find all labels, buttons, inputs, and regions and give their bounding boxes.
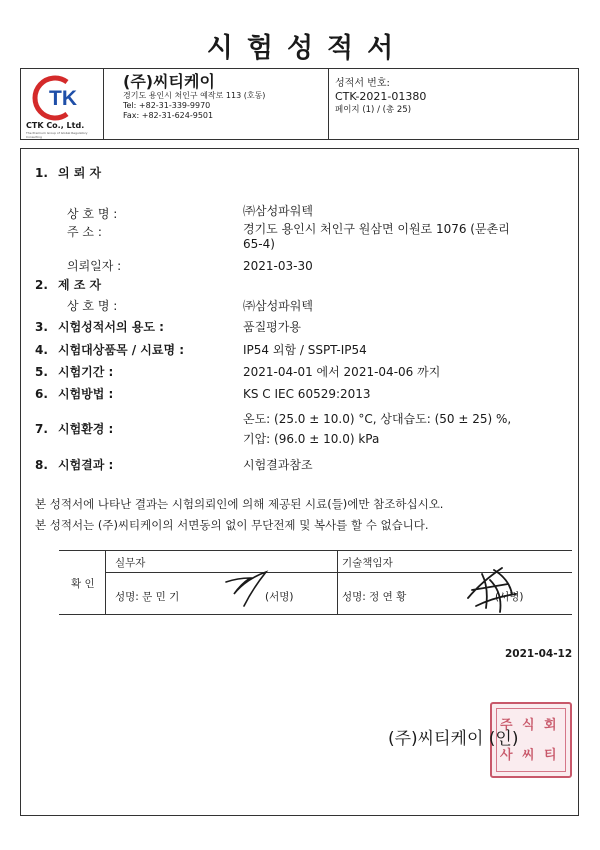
report-number-label: 성적서 번호:: [335, 78, 390, 89]
header-box: [20, 68, 579, 140]
section-3-number: 3.: [35, 320, 48, 334]
issue-date: 2021-04-12: [505, 648, 573, 660]
section-6-number: 6.: [35, 387, 48, 401]
manufacturer-company-value: ㈜삼성파워텍: [243, 299, 313, 313]
section-5-value: 2021-04-01 에서 2021-04-06 까지: [243, 365, 441, 379]
company-fax: Fax: +82-31-624-9501: [123, 111, 214, 120]
section-4-number: 4.: [35, 343, 48, 357]
issuer-name: (주)씨티케이 (인): [388, 729, 519, 749]
staff-signature-icon: [222, 560, 290, 612]
seal-glyph-1: 주: [500, 718, 513, 733]
section-8-number: 8.: [35, 458, 48, 472]
requester-company-label: 상 호 명 :: [67, 207, 118, 221]
svg-text:TK: TK: [49, 87, 77, 110]
seal-glyph-6: 티: [544, 748, 557, 763]
page-indicator: 페이지 (1) / (총 25): [335, 105, 412, 115]
request-date-value: 2021-03-30: [243, 259, 313, 273]
section-6-label: 시험방법 :: [58, 387, 114, 401]
requester-company-value: ㈜삼성파워텍: [243, 204, 313, 218]
seal-glyph-2: 식: [522, 718, 535, 733]
staff-header: 실무자: [115, 557, 146, 569]
company-logo: [21, 69, 104, 139]
section-5-number: 5.: [35, 365, 48, 379]
tech-signature-icon: [460, 560, 524, 622]
section-4-label: 시험대상품목 / 시료명 :: [58, 343, 185, 357]
tech-sign-label: (서명): [495, 591, 524, 603]
section-1-number: 1.: [35, 166, 48, 180]
section-3-value: 품질평가용: [243, 320, 301, 334]
staff-name: 성명: 문 민 기: [115, 591, 180, 603]
tech-header: 기술책임자: [342, 557, 393, 569]
seal-glyph-3: 회: [544, 718, 557, 733]
seal-glyph-5: 씨: [522, 748, 535, 763]
section-7-number: 7.: [35, 422, 48, 436]
requester-address-line2: 65-4): [243, 237, 275, 251]
seal-glyph-4: 사: [500, 748, 513, 763]
notice-line-1: 본 성적서에 나타난 결과는 시험의뢰인에 의해 제공된 시료(들)에만 참조하십시오.: [35, 497, 444, 511]
company-name: (주)씨티케이: [123, 72, 215, 91]
document-title: 시험성적서: [206, 33, 408, 64]
report-number: CTK-2021-01380: [335, 90, 427, 103]
section-2-number: 2.: [35, 278, 48, 292]
report-info: [329, 69, 578, 139]
section-8-value: 시험결과참조: [243, 458, 313, 472]
section-7-value-line1: 온도: (25.0 ± 10.0) °C, 상대습도: (50 ± 25) %,: [243, 412, 512, 426]
company-info: [104, 69, 329, 139]
section-7-value-line2: 기압: (96.0 ± 10.0) kPa: [243, 432, 380, 446]
section-3-label: 시험성적서의 용도 :: [58, 320, 164, 334]
confirm-label: 확 인: [71, 578, 95, 590]
request-date-label: 의뢰일자 :: [67, 259, 122, 273]
section-8-label: 시험결과 :: [58, 458, 114, 472]
section-6-value: KS C IEC 60529:2013: [243, 387, 371, 401]
section-7-label: 시험환경 :: [58, 422, 114, 436]
tech-name: 성명: 정 연 황: [342, 591, 407, 603]
manufacturer-company-label: 상 호 명 :: [67, 299, 118, 313]
section-4-value: IP54 외함 / SSPT-IP54: [243, 343, 367, 357]
section-1-label: 의 뢰 자: [58, 166, 102, 180]
ctk-logo-icon: [29, 75, 93, 121]
requester-address-line1: 경기도 용인시 처인구 원삼면 이원로 1076 (문촌리: [243, 222, 510, 236]
company-tel: Tel: +82-31-339-9970: [123, 101, 211, 110]
logo-tagline: The Premium Group of Global Regulatory Consulting: [26, 131, 88, 139]
company-address: 경기도 용인시 처인구 예작로 113 (호동): [123, 91, 266, 100]
requester-address-label: 주 소 :: [67, 225, 102, 239]
section-5-label: 시험기간 :: [58, 365, 114, 379]
logo-name: CTK Co., Ltd.: [26, 121, 85, 130]
section-2-label: 제 조 자: [58, 278, 102, 292]
notice-line-2: 본 성적서는 (주)씨티케이의 서면동의 없이 무단전제 및 복사를 할 수 없습니다.: [35, 518, 429, 532]
staff-sign-label: (서명): [265, 591, 294, 603]
